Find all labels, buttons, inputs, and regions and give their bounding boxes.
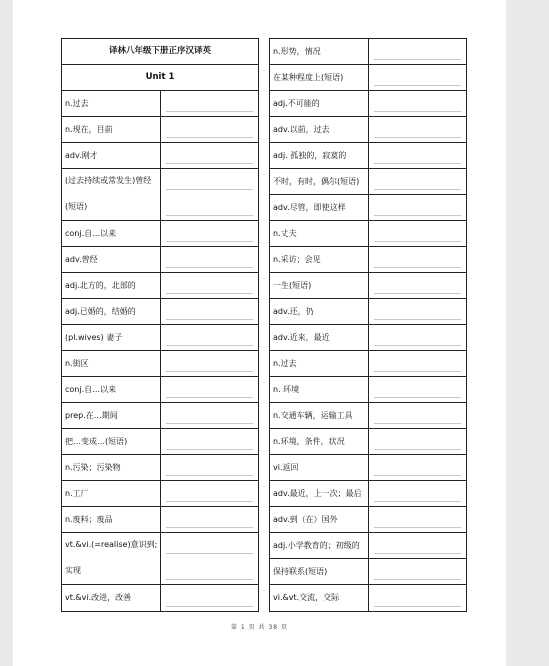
vocab-term: n.街区: [62, 351, 161, 376]
answer-underline: [374, 59, 461, 60]
answer-blank[interactable]: [369, 325, 466, 350]
answer-underline: [166, 527, 253, 528]
vocab-term: n.工厂: [62, 481, 161, 506]
answer-underline: [166, 215, 253, 216]
vocab-row: [62, 377, 258, 403]
vocab-row: [270, 455, 466, 481]
vocab-row: [270, 559, 466, 585]
answer-underline: [166, 501, 253, 502]
answer-underline: [166, 319, 253, 320]
answer-blank[interactable]: [369, 143, 466, 168]
vocab-row: [270, 377, 466, 403]
vocab-term: adv.刚才: [62, 143, 161, 168]
vocab-term: vi.返回: [270, 455, 369, 480]
vocab-term: adv.曾经: [62, 247, 161, 272]
answer-blank[interactable]: [369, 117, 466, 142]
vocab-term: adv.到（在）国外: [270, 507, 369, 532]
vocab-term: conj.自…以来: [62, 221, 161, 246]
vocab-term: n.环境，条件，状况: [270, 429, 369, 454]
vocab-row: [270, 585, 466, 611]
answer-underline: [374, 319, 461, 320]
answer-blank[interactable]: [369, 39, 466, 64]
vocab-term-line: vt.&vi.(=realise)意识到;: [65, 540, 158, 549]
vocab-term: n. 环境: [270, 377, 369, 402]
vocab-row: [62, 91, 258, 117]
vocab-term-line: 实现: [65, 566, 81, 575]
answer-blank[interactable]: [161, 533, 258, 584]
vocab-term: 一生(短语): [270, 273, 369, 298]
vocab-row: [270, 195, 466, 221]
vocab-term: conj.自…以来: [62, 377, 161, 402]
answer-blank[interactable]: [369, 169, 466, 194]
answer-underline: [374, 293, 461, 294]
vocab-term: n.采访；会见: [270, 247, 369, 272]
answer-blank[interactable]: [369, 559, 466, 584]
vocab-term: n.污染；污染物: [62, 455, 161, 480]
vocab-row: [62, 481, 258, 507]
vocab-row: [270, 533, 466, 559]
answer-underline: [166, 293, 253, 294]
vocab-row: [270, 299, 466, 325]
answer-underline: [374, 189, 461, 190]
vocab-row: [270, 351, 466, 377]
vocab-term: adv.尽管，即使这样: [270, 195, 369, 220]
vocab-row: [270, 273, 466, 299]
doc-title: 译林八年级下册正序汉译英: [62, 39, 258, 65]
answer-underline: [166, 423, 253, 424]
vocab-row: [270, 325, 466, 351]
vocab-term: n.交通车辆，运输工具: [270, 403, 369, 428]
vocab-row: [270, 247, 466, 273]
answer-blank[interactable]: [369, 351, 466, 376]
answer-underline: [166, 241, 253, 242]
answer-underline: [166, 475, 253, 476]
answer-underline: [166, 449, 253, 450]
vocab-row: [62, 403, 258, 429]
vocab-term: adv.最近，上一次；最后: [270, 481, 369, 506]
answer-blank[interactable]: [369, 585, 466, 611]
vocab-row: [62, 533, 258, 585]
vocab-term: n.丈夫: [270, 221, 369, 246]
page-footer: 第 1 页 共 38 页: [231, 624, 288, 631]
answer-blank[interactable]: [369, 455, 466, 480]
answer-underline: [166, 267, 253, 268]
answer-underline: [374, 527, 461, 528]
answer-blank[interactable]: [369, 221, 466, 246]
answer-underline: [374, 475, 461, 476]
vocab-term: n.过去: [62, 91, 161, 116]
answer-blank[interactable]: [161, 507, 258, 532]
answer-underline: [374, 163, 461, 164]
answer-blank[interactable]: [161, 325, 258, 350]
vocab-row: [62, 455, 258, 481]
answer-underline: [374, 449, 461, 450]
answer-underline: [374, 579, 461, 580]
answer-blank[interactable]: [161, 429, 258, 454]
answer-blank[interactable]: [161, 169, 258, 220]
answer-underline: [374, 267, 461, 268]
vocab-row: [62, 273, 258, 299]
answer-blank[interactable]: [161, 273, 258, 298]
vocab-term: 在某种程度上(短语): [270, 65, 369, 90]
answer-underline: [166, 345, 253, 346]
answer-underline: [374, 501, 461, 502]
answer-underline: [166, 606, 253, 607]
vocab-row: [62, 117, 258, 143]
answer-blank[interactable]: [369, 533, 466, 558]
answer-underline: [374, 137, 461, 138]
answer-blank[interactable]: [369, 377, 466, 402]
document-page: [13, 0, 506, 666]
answer-blank[interactable]: [369, 273, 466, 298]
answer-blank[interactable]: [161, 91, 258, 116]
vocab-table-left: [61, 38, 259, 612]
vocab-row: [270, 169, 466, 195]
vocab-term: adj.已婚的，结婚的: [62, 299, 161, 324]
vocab-row: [62, 507, 258, 533]
answer-blank[interactable]: [369, 91, 466, 116]
answer-blank[interactable]: [161, 377, 258, 402]
vocab-term: vi.&vt.交流，交际: [270, 585, 369, 611]
answer-underline: [374, 553, 461, 554]
answer-underline: [166, 579, 253, 580]
answer-blank[interactable]: [161, 455, 258, 480]
answer-blank[interactable]: [161, 143, 258, 168]
vocab-table-right: [269, 38, 467, 612]
answer-blank[interactable]: [161, 351, 258, 376]
vocab-row: [62, 351, 258, 377]
vocab-row: [62, 221, 258, 247]
answer-blank[interactable]: [369, 247, 466, 272]
answer-blank[interactable]: [161, 247, 258, 272]
vocab-row: [270, 143, 466, 169]
answer-underline: [374, 85, 461, 86]
answer-underline: [166, 371, 253, 372]
vocab-row: [270, 221, 466, 247]
vocab-term-line: (短语): [65, 202, 88, 211]
vocab-term: n.过去: [270, 351, 369, 376]
vocab-term: [62, 533, 161, 584]
vocab-row: [62, 299, 258, 325]
answer-blank[interactable]: [161, 481, 258, 506]
vocab-term: adj.北方的，北部的: [62, 273, 161, 298]
vocab-term: n.废料；废品: [62, 507, 161, 532]
vocab-term: 保持联系(短语): [270, 559, 369, 584]
vocab-row: [62, 325, 258, 351]
vocab-term: n.现在，目前: [62, 117, 161, 142]
vocab-term: 不时，有时，偶尔(短语): [270, 169, 369, 194]
answer-blank[interactable]: [369, 481, 466, 506]
vocab-row: [270, 429, 466, 455]
answer-underline: [166, 189, 253, 190]
answer-underline: [374, 345, 461, 346]
answer-blank[interactable]: [161, 403, 258, 428]
vocab-row: [270, 91, 466, 117]
answer-blank[interactable]: [369, 403, 466, 428]
answer-blank[interactable]: [161, 221, 258, 246]
vocab-term: adv.还，仍: [270, 299, 369, 324]
vocab-row: [270, 403, 466, 429]
answer-underline: [374, 397, 461, 398]
answer-blank[interactable]: [369, 195, 466, 220]
vocab-term: 把…变成…(短语): [62, 429, 161, 454]
answer-blank[interactable]: [369, 299, 466, 324]
vocab-row: [270, 39, 466, 65]
vocab-row: [62, 247, 258, 273]
vocab-term: adv.以前，过去: [270, 117, 369, 142]
answer-underline: [374, 215, 461, 216]
vocab-term-line: (过去持续或常发生)曾经: [65, 176, 152, 185]
vocab-term: prep.在…期间: [62, 403, 161, 428]
answer-blank[interactable]: [369, 507, 466, 532]
vocab-term: adj.不可能的: [270, 91, 369, 116]
vocab-row: [270, 481, 466, 507]
answer-underline: [374, 606, 461, 607]
unit-heading: Unit 1: [62, 65, 258, 91]
vocab-term: adj. 孤独的，寂寞的: [270, 143, 369, 168]
vocab-term: adv.近来，最近: [270, 325, 369, 350]
vocab-term: vt.&vi.改进，改善: [62, 585, 161, 611]
answer-underline: [166, 137, 253, 138]
answer-underline: [166, 397, 253, 398]
vocab-row: [270, 117, 466, 143]
vocab-term: [62, 169, 161, 220]
vocab-row: [62, 585, 258, 611]
answer-blank[interactable]: [369, 429, 466, 454]
answer-underline: [166, 111, 253, 112]
answer-blank[interactable]: [161, 585, 258, 611]
answer-underline: [374, 241, 461, 242]
vocab-row: [270, 507, 466, 533]
answer-underline: [166, 553, 253, 554]
answer-blank[interactable]: [161, 299, 258, 324]
vocab-row: [270, 65, 466, 91]
answer-underline: [374, 423, 461, 424]
vocab-term: n.形势，情况: [270, 39, 369, 64]
vocab-term: (pl.wives) 妻子: [62, 325, 161, 350]
vocab-row: [62, 429, 258, 455]
answer-blank[interactable]: [369, 65, 466, 90]
answer-underline: [166, 163, 253, 164]
answer-blank[interactable]: [161, 117, 258, 142]
vocab-row: [62, 169, 258, 221]
answer-underline: [374, 371, 461, 372]
vocab-row: [62, 143, 258, 169]
answer-underline: [374, 111, 461, 112]
vocab-term: adj.小学教育的；初级的: [270, 533, 369, 558]
